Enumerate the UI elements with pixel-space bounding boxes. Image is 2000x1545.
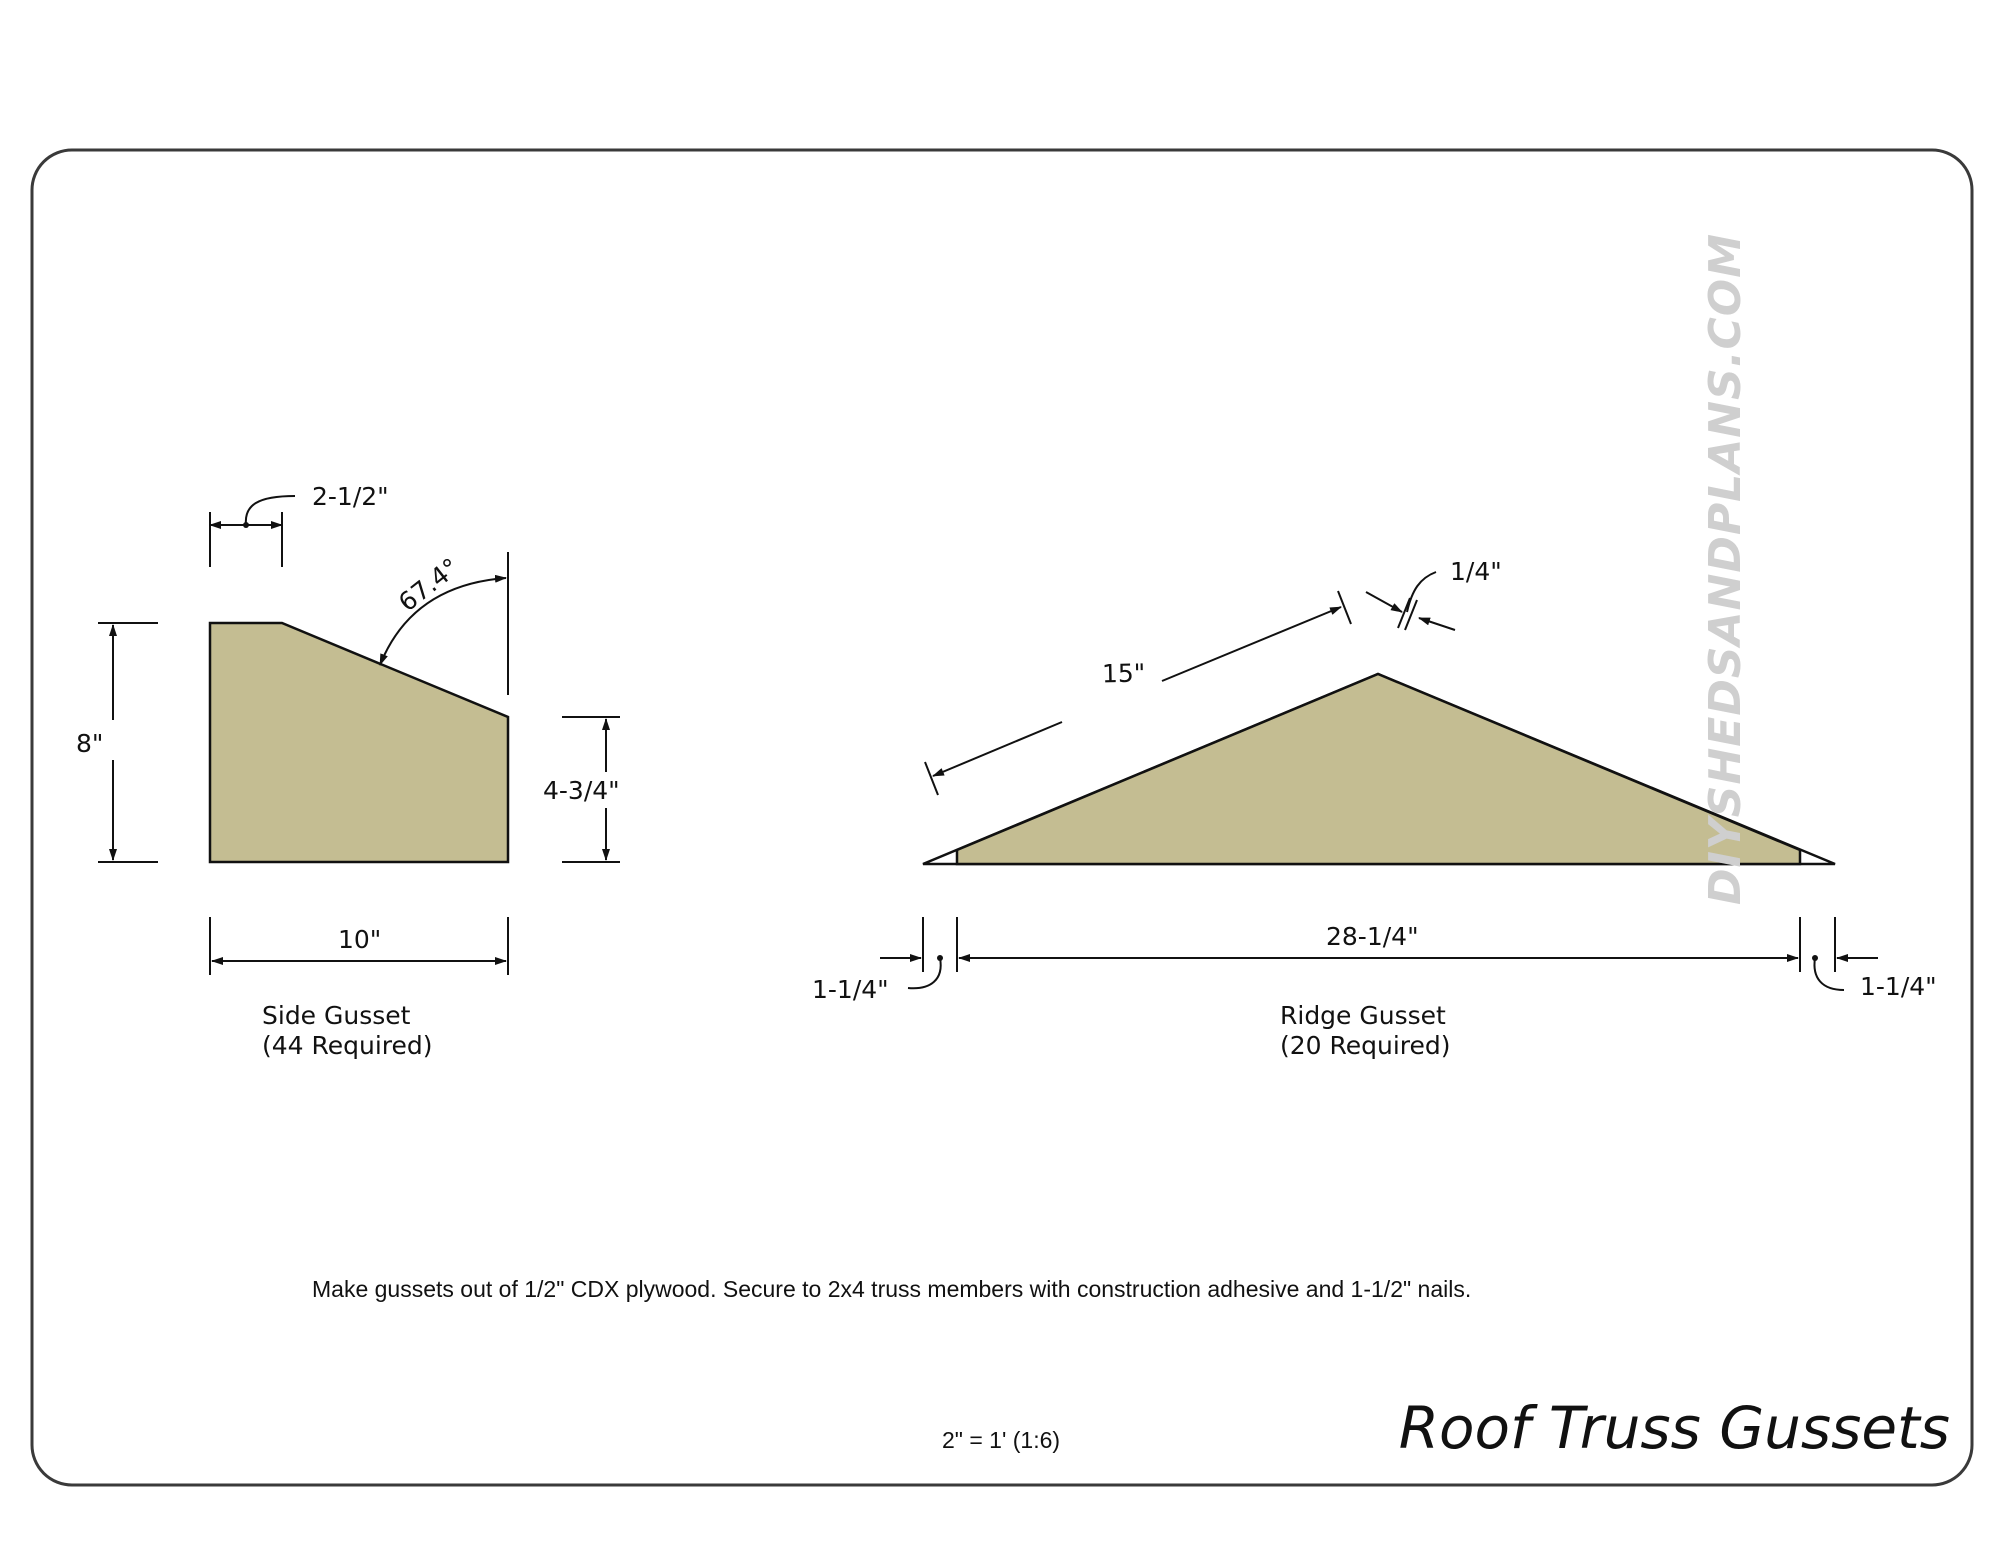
- watermark: DIYSHEDSANDPLANS.COM: [1700, 233, 1751, 905]
- ridge-dim-base: 28-1/4": [1326, 922, 1419, 951]
- side-gusset-name: Side Gusset: [262, 1001, 411, 1030]
- ridge-gusset-drawing: [812, 557, 1937, 1060]
- side-dim-right-height: 4-3/4": [543, 776, 620, 805]
- side-gusset-required: (44 Required): [262, 1031, 433, 1060]
- ridge-gusset-required: (20 Required): [1280, 1031, 1451, 1060]
- ridge-dim-left-end: 1-1/4": [812, 975, 889, 1004]
- ridge-dim-offset: 1/4": [1450, 557, 1502, 586]
- construction-note: Make gussets out of 1/2" CDX plywood. Secure to 2x4 truss members with construction adhesive and 1-1/2" nails.: [312, 1276, 1472, 1302]
- side-gusset-shape: [210, 623, 508, 862]
- ridge-gusset-name: Ridge Gusset: [1280, 1001, 1446, 1030]
- sheet-title: Roof Truss Gussets: [1398, 1394, 1950, 1462]
- ridge-dim-right-end: 1-1/4": [1860, 972, 1937, 1001]
- ridge-dim-slope: 15": [1101, 658, 1146, 689]
- ridge-gusset-shape: [957, 674, 1800, 864]
- side-dim-width: 10": [338, 925, 382, 954]
- side-gusset-drawing: [76, 482, 620, 1060]
- side-dim-height: 8": [76, 729, 104, 758]
- side-dim-top-flat: 2-1/2": [312, 482, 389, 511]
- scale-label: 2" = 1' (1:6): [942, 1427, 1061, 1453]
- side-dim-angle: 67.4°: [393, 552, 465, 618]
